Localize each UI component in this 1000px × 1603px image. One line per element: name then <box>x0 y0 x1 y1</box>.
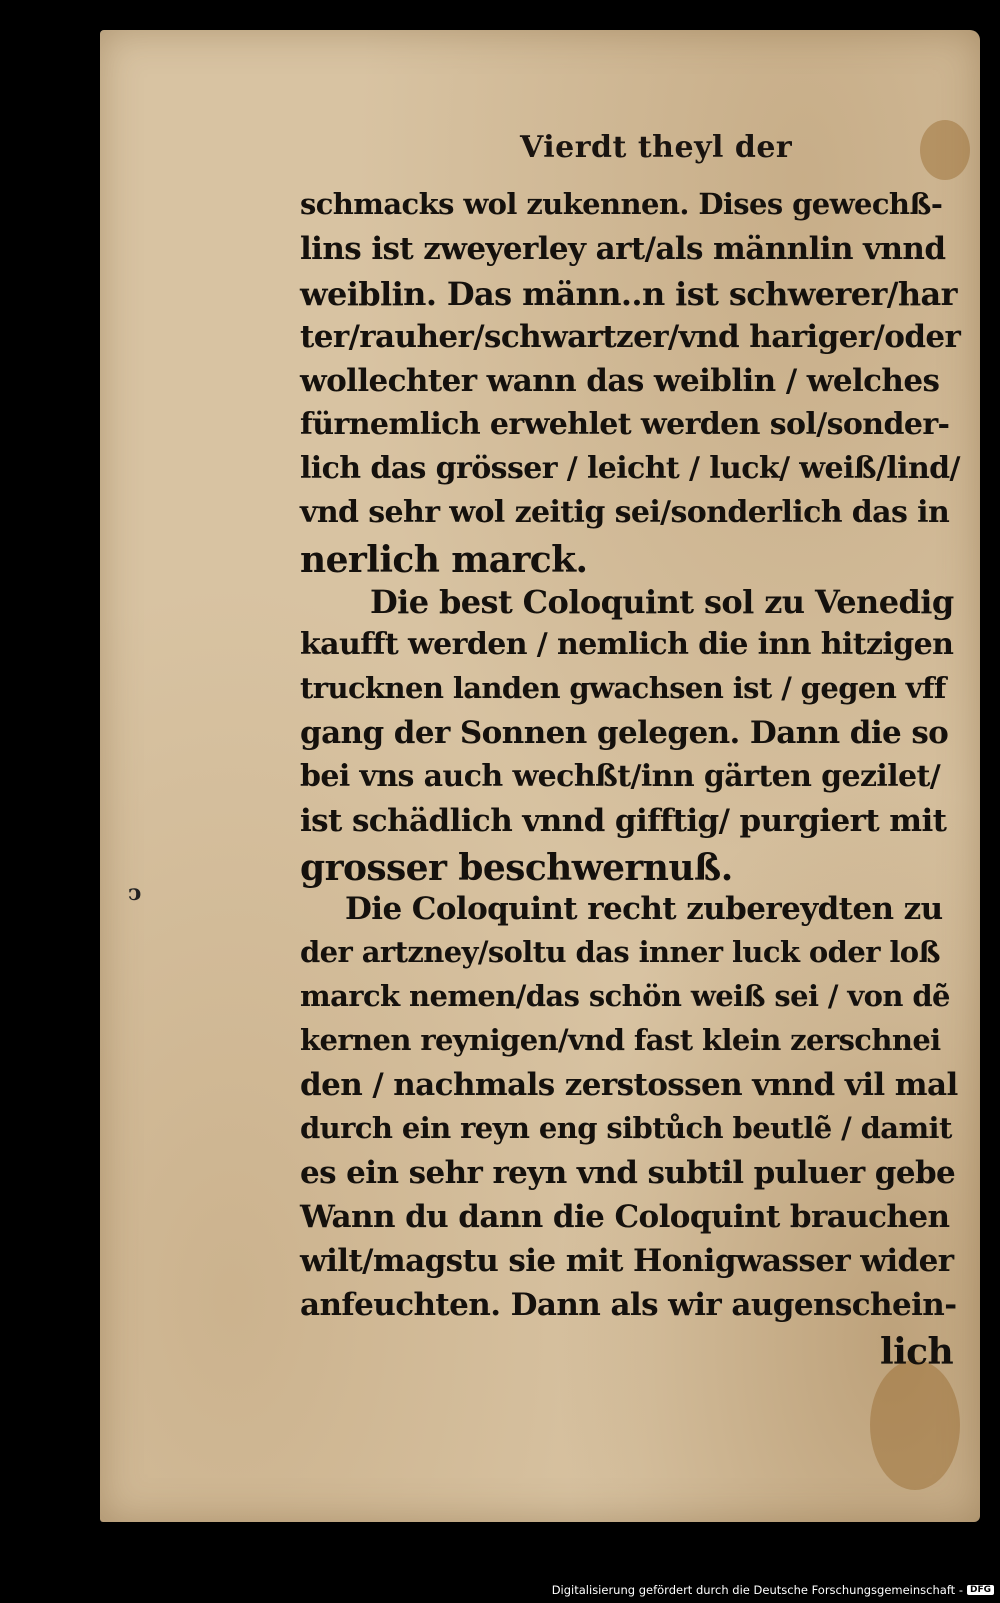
text-line: fürnemlich erwehlet werden sol/sonder- <box>300 407 950 442</box>
text-line: grosser beschwernuß. <box>300 847 733 889</box>
text-line: vnd sehr wol zeitig sei/sonderlich das in <box>300 495 950 530</box>
text-line: marck nemen/das schön weiß sei / von dẽ <box>300 979 950 1013</box>
text-line: es ein sehr reyn vnd subtil puluer gebe <box>300 1155 956 1191</box>
text-line: weiblin. Das männ..n ist schwerer/har <box>300 275 957 313</box>
text-line: trucknen landen gwachsen ist / gegen vff <box>300 671 946 705</box>
text-line: schmacks wol zukennen. Dises gewechß- <box>300 187 943 221</box>
text-line: Die best Coloquint sol zu Venedig <box>370 583 954 621</box>
stain-bottom-right <box>870 1360 960 1490</box>
text-line: wollechter wann das weiblin / welches <box>300 363 940 399</box>
text-line: Die Coloquint recht zubereydten zu <box>345 891 943 927</box>
text-line: der artzney/soltu das inner luck oder loß <box>300 935 940 969</box>
text-line: wilt/magstu sie mit Honigwasser wider <box>300 1243 954 1279</box>
text-line: lins ist zweyerley art/als männlin vnnd <box>300 231 946 267</box>
text-line: kaufft werden / nemlich die inn hitzigen <box>300 627 954 662</box>
text-line: den / nachmals zerstossen vnnd vil mal <box>300 1067 958 1103</box>
text-line: Wann du dann die Coloquint brauchen <box>300 1199 950 1235</box>
text-line: nerlich marck. <box>300 539 588 581</box>
text-line: ter/rauher/schwartzer/vnd hariger/oder <box>300 319 961 355</box>
text-line: ist schädlich vnnd gifftig/ purgiert mit <box>300 803 947 839</box>
text-line: anfeuchten. Dann als wir augenschein- <box>300 1287 957 1323</box>
text-line: durch ein reyn eng sibtůch beutlẽ / damit <box>300 1111 952 1145</box>
stain-top-right <box>920 120 970 180</box>
margin-mark: ↄ <box>128 880 142 906</box>
text-line: lich <box>880 1331 954 1373</box>
text-line: kernen reynigen/vnd fast klein zerschnei <box>300 1023 941 1057</box>
text-line: bei vns auch wechßt/inn gärten gezilet/ <box>300 759 941 794</box>
text-line: gang der Sonnen gelegen. Dann die so <box>300 715 949 751</box>
text-line: lich das grösser / leicht / luck/ weiß/lind/ <box>300 451 960 486</box>
dfg-logo-icon: DFG <box>967 1585 994 1595</box>
running-header: Vierdt theyl der <box>520 130 793 165</box>
footer-credit <box>552 1583 994 1597</box>
footer-text: Digitalisierung gefördert durch die Deutsche Forschungsgemeinschaft - <box>551 1583 963 1597</box>
